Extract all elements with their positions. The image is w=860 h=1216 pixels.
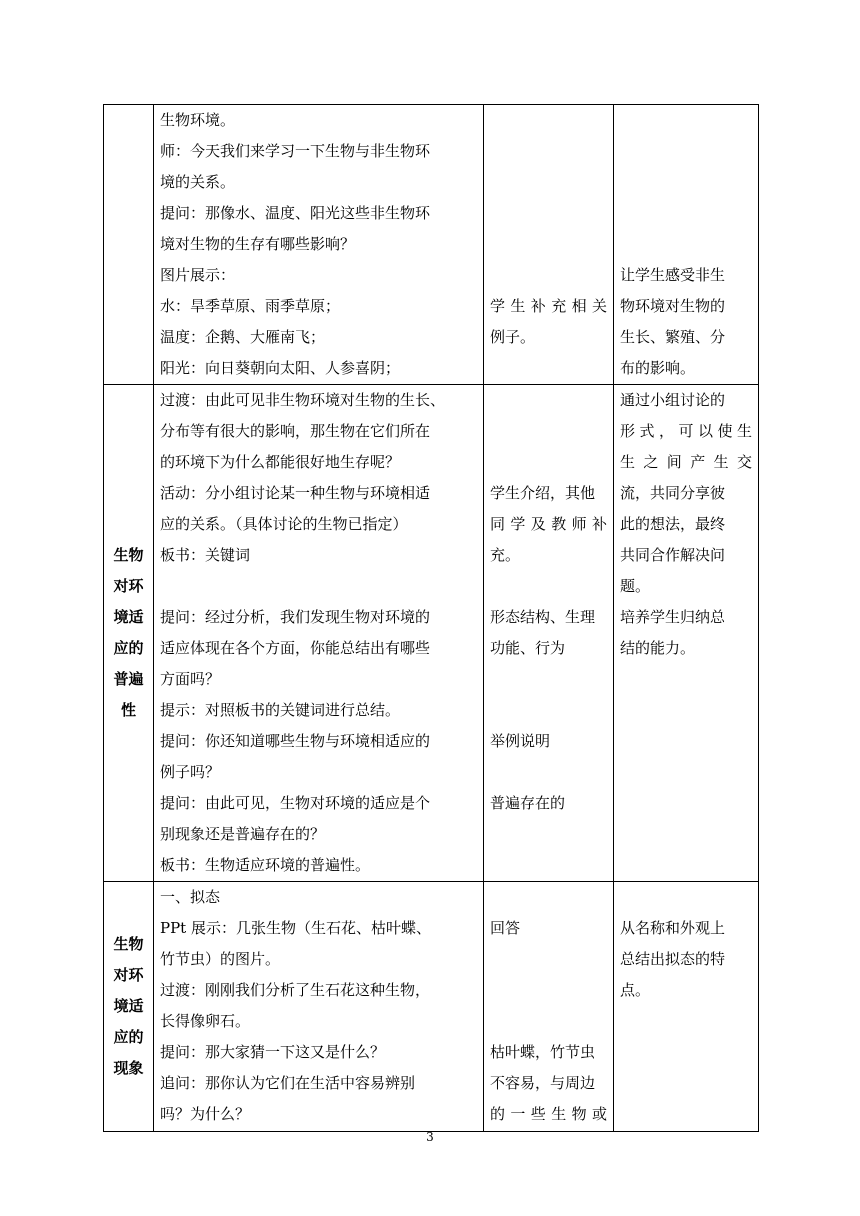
purpose-line: 让学生感受非生 — [620, 266, 726, 284]
teacher-line: 应的关系。（具体讨论的生物已指定） — [160, 515, 408, 533]
teacher-line: 的环境下为什么都能很好地生存呢？ — [160, 453, 401, 471]
purpose-line: 此的想法，最终 — [620, 515, 726, 533]
teacher-line: 例子吗？ — [160, 763, 221, 781]
teacher-line: 提问：那大家猜一下这又是什么？ — [160, 1043, 386, 1061]
design-purpose-cell — [614, 882, 759, 1132]
purpose-line: 生长、繁殖、分 — [620, 328, 726, 346]
section-cell — [104, 105, 154, 385]
purpose-line: 物环境对生物的 — [620, 297, 726, 315]
teacher-line: 长得像卵石。 — [160, 1012, 251, 1030]
purpose-line: 通过小组讨论的 — [620, 391, 726, 409]
purpose-line: 布的影响。 — [620, 359, 696, 377]
design-purpose-cell — [614, 385, 759, 882]
teacher-activity-cell — [154, 385, 484, 882]
teacher-line: 吗？为什么？ — [160, 1105, 251, 1123]
teacher-line: 提问：经过分析，我们发现生物对环境的 — [160, 608, 431, 626]
purpose-line: 总结出拟态的特 — [620, 950, 726, 968]
purpose-line: 流，共同分享彼 — [620, 484, 726, 502]
teacher-activity-cell — [154, 882, 484, 1132]
student-line: 形态结构、生理 — [490, 608, 596, 626]
purpose-line: 从名称和外观上 — [620, 919, 726, 937]
teacher-line: 生物环境。 — [160, 111, 236, 129]
teacher-line: 板书：生物适应环境的普遍性。 — [160, 856, 371, 874]
table-row — [104, 385, 759, 882]
section-cell — [104, 882, 154, 1132]
teacher-line: 追问：那你认为它们在生活中容易辨别 — [160, 1074, 416, 1092]
teacher-line: 境对生物的生存有哪些影响？ — [160, 235, 356, 253]
student-line: 充。 — [490, 546, 521, 564]
student-line: 例子。 — [490, 328, 536, 346]
student-line: 功能、行为 — [490, 639, 566, 657]
lesson-plan-table — [103, 104, 759, 1132]
student-line: 不容易，与周边 — [490, 1074, 596, 1092]
section-label: 生物对环境适应的现象 — [113, 935, 144, 1077]
section-cell — [104, 385, 154, 882]
teacher-line: 适应体现在各个方面，你能总结出有哪些 — [160, 639, 431, 657]
teacher-line: 提问：你还知道哪些生物与环境相适应的 — [160, 732, 431, 750]
teacher-line: 温度：企鹅、大雁南飞； — [160, 328, 326, 346]
teacher-line: 竹节虫）的图片。 — [160, 950, 281, 968]
teacher-line: 别现象还是普遍存在的？ — [160, 825, 326, 843]
teacher-line: 提示：对照板书的关键词进行总结。 — [160, 701, 401, 719]
student-line: 同学及教师补 — [490, 515, 607, 533]
student-line: 举例说明 — [490, 732, 551, 750]
teacher-line: 活动：分小组讨论某一种生物与环境相适 — [160, 484, 431, 502]
table-row — [104, 105, 759, 385]
teacher-line: 一、拟态 — [160, 888, 221, 906]
design-purpose-cell — [614, 105, 759, 385]
teacher-line: PPt 展示：几张生物（生石花、枯叶蝶、 — [160, 919, 431, 937]
purpose-line: 形式，可以使生 — [620, 422, 752, 440]
teacher-line: 过渡：由此可见非生物环境对生物的生长、 — [160, 391, 446, 409]
student-line: 学生介绍，其他 — [490, 484, 596, 502]
table-row — [104, 882, 759, 1132]
student-line: 学生补充相关 — [490, 297, 607, 315]
page-number: 3 — [426, 1130, 434, 1144]
teacher-line: 水：旱季草原、雨季草原； — [160, 297, 341, 315]
purpose-line: 结的能力。 — [620, 639, 696, 657]
teacher-line: 阳光：向日葵朝向太阳、人参喜阴； — [160, 359, 401, 377]
section-label: 生物对环境适应的普遍性 — [113, 546, 144, 719]
teacher-line: 分布等有很大的影响，那生物在它们所在 — [160, 422, 431, 440]
purpose-line: 点。 — [620, 981, 651, 999]
teacher-line: 师：今天我们来学习一下生物与非生物环 — [160, 142, 431, 160]
student-activity-cell — [484, 882, 614, 1132]
teacher-line: 过渡：刚刚我们分析了生石花这种生物， — [160, 981, 431, 999]
teacher-line: 境的关系。 — [160, 173, 236, 191]
teacher-line: 提问：那像水、温度、阳光这些非生物环 — [160, 204, 431, 222]
purpose-line: 培养学生归纳总 — [620, 608, 726, 626]
student-line: 回答 — [490, 919, 521, 937]
student-activity-cell — [484, 385, 614, 882]
teacher-line: 方面吗？ — [160, 670, 221, 688]
purpose-line: 共同合作解决问 — [620, 546, 726, 564]
teacher-line: 提问：由此可见，生物对环境的适应是个 — [160, 794, 431, 812]
student-line: 的一些生物或 — [490, 1105, 607, 1123]
purpose-line: 题。 — [620, 577, 651, 595]
teacher-line: 板书：关键词 — [160, 546, 251, 564]
purpose-line: 生之间产生交 — [620, 453, 752, 471]
teacher-line: 图片展示： — [160, 266, 236, 284]
student-line: 普遍存在的 — [490, 794, 566, 812]
teacher-activity-cell — [154, 105, 484, 385]
student-activity-cell — [484, 105, 614, 385]
student-line: 枯叶蝶，竹节虫 — [490, 1043, 596, 1061]
